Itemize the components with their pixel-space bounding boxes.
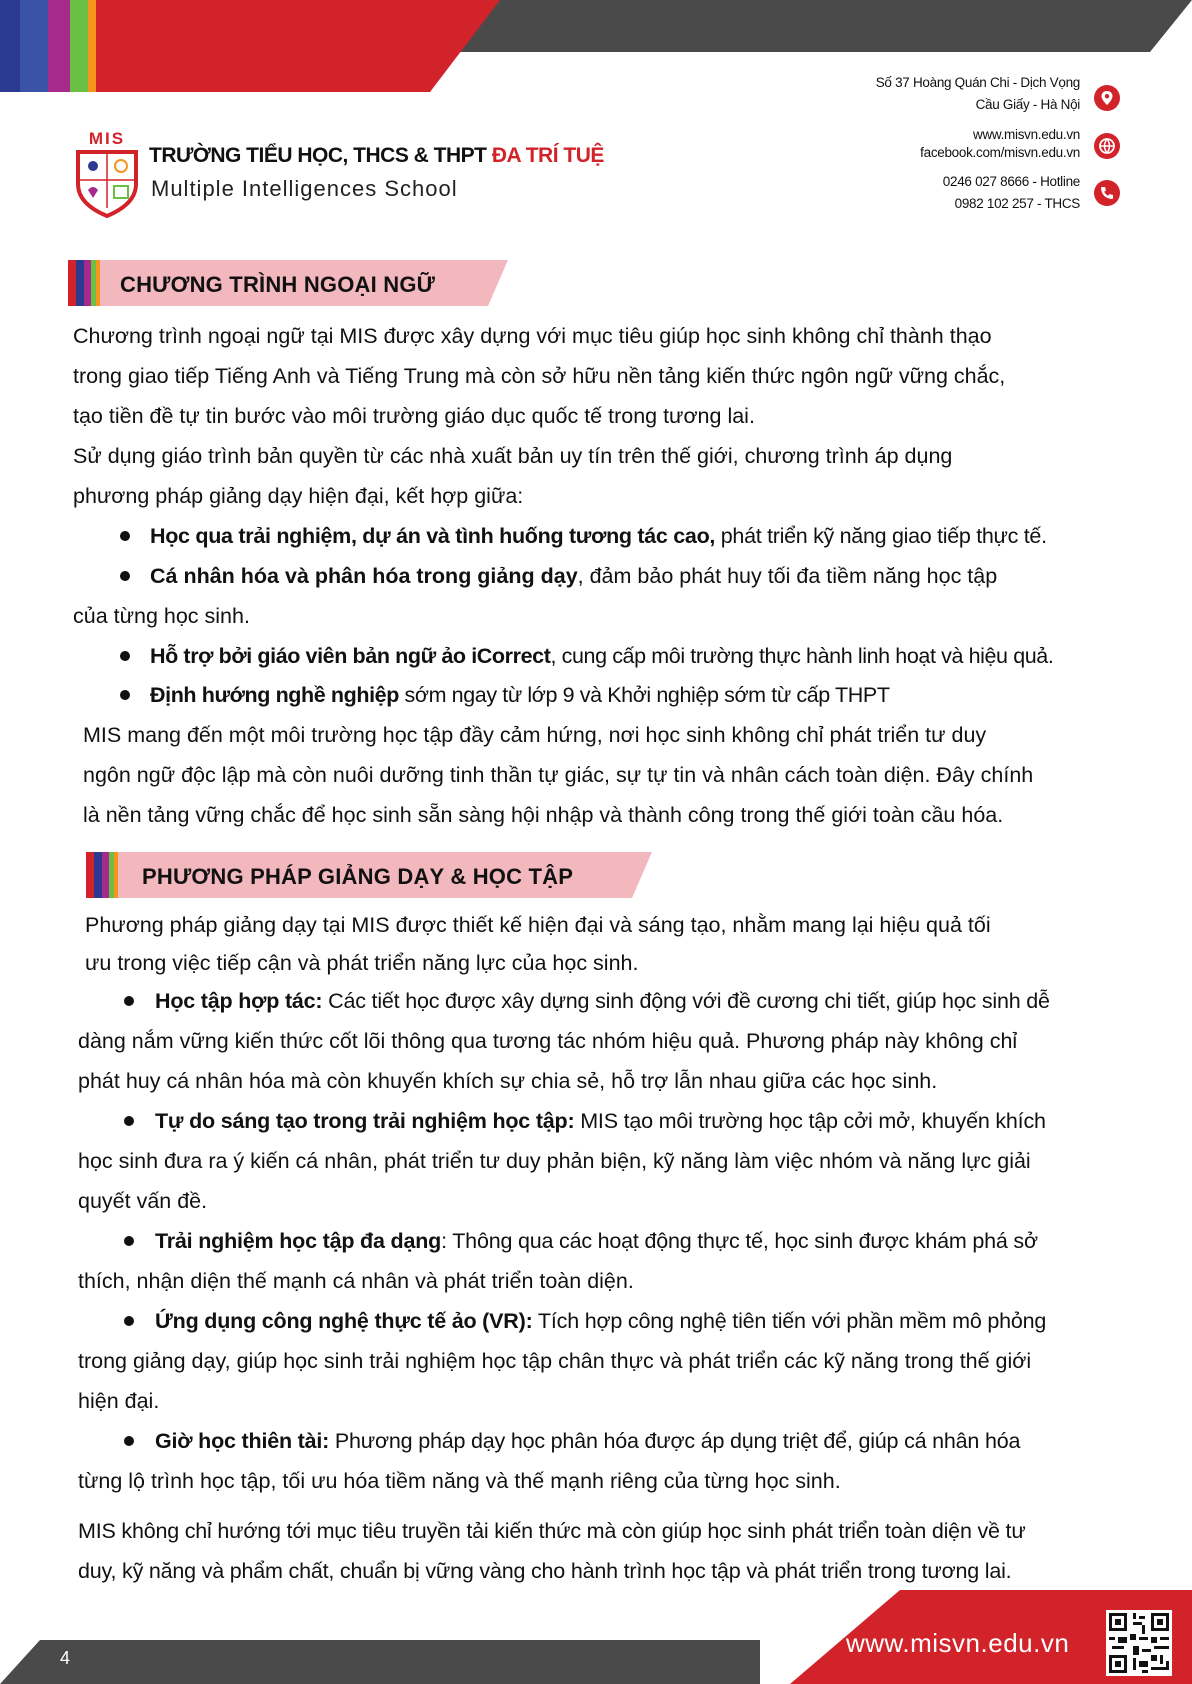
text-line: dàng nắm vững kiến thức cốt lõi thông qua tương tác nhóm hiệu quả. Phương pháp này không chỉ	[78, 1029, 1018, 1053]
text-line: Sử dụng giáo trình bản quyền từ các nhà xuất bản uy tín trên thế giới, chương trình áp dụng	[73, 444, 953, 468]
bullet-text: sớm ngay từ lớp 9 và Khởi nghiệp sớm từ cấp THPT	[398, 683, 890, 707]
bullet-lead: Ứng dụng công nghệ thực tế ảo (VR):	[155, 1309, 533, 1333]
bullet-item	[150, 675, 1130, 715]
school-name-highlight: ĐA TRÍ TUỆ	[491, 144, 604, 167]
school-name-vi	[149, 144, 604, 168]
facebook-link[interactable]: facebook.com/misvn.edu.vn	[920, 145, 1080, 160]
svg-text:MIS: MIS	[88, 129, 126, 148]
page-number: 4	[60, 1648, 71, 1668]
bullet-dot	[120, 651, 130, 661]
bullet-item	[78, 981, 1121, 1021]
web-block	[920, 126, 1080, 162]
bullet-text: Tích hợp công nghệ tiên tiến với phần mềm mô phỏng	[532, 1309, 1047, 1333]
bullet-continuation	[78, 1021, 1121, 1101]
bullet-text: , đảm bảo phát huy tối đa tiềm năng học tập	[577, 564, 998, 588]
text-line: là nền tảng vững chắc để học sinh sẵn sàng hội nhập và thành công trong thế giới toàn cầu hóa.	[83, 803, 1004, 827]
teaching-method-intro	[85, 906, 1128, 982]
text-line: MIS mang đến một môi trường học tập đầy cảm hứng, nơi học sinh không chỉ phát triển tư duy	[83, 723, 987, 747]
bullet-item	[78, 1221, 1121, 1261]
text-line: trong giao tiếp Tiếng Anh và Tiếng Trung mà còn sở hữu nền tảng kiến thức ngôn ngữ vững chắc,	[73, 364, 1006, 388]
bullet-lead: Hỗ trợ bởi giáo viên bản ngữ ảo iCorrect	[150, 644, 551, 668]
text-line: Chương trình ngoại ngữ tại MIS được xây dựng với mục tiêu giúp học sinh không chỉ thành thạo	[73, 324, 992, 348]
globe-icon	[1094, 133, 1120, 159]
bullet-text: Các tiết học được xây dựng sinh động với đề cương chi tiết, giúp học sinh dễ	[322, 989, 1050, 1013]
bullet-item	[78, 1421, 1121, 1461]
bullet-lead: Trải nghiệm học tập đa dạng	[155, 1229, 442, 1253]
bullet-continuation	[78, 1141, 1121, 1221]
bullet-text: Phương pháp dạy học phân hóa được áp dụng triệt để, giúp cá nhân hóa	[329, 1429, 1021, 1453]
school-name-en: Multiple Intelligences School	[151, 176, 458, 201]
foreign-language-intro	[73, 316, 1117, 516]
phone-block	[943, 171, 1080, 215]
bullet-item	[150, 636, 1130, 676]
bullet-lead: Cá nhân hóa và phân hóa trong giảng dạy	[150, 564, 578, 588]
bullet-lead: Học tập hợp tác:	[155, 989, 323, 1013]
bullet-text: phát triển kỹ năng giao tiếp thực tế.	[715, 524, 1047, 548]
bullet-lead: Tự do sáng tạo trong trải nghiệm học tập:	[155, 1109, 575, 1133]
bullet-item	[150, 556, 1117, 596]
section-title: CHƯƠNG TRÌNH NGOẠI NGỮ	[120, 272, 436, 297]
section-title: PHƯƠNG PHÁP GIẢNG DẠY & HỌC TẬP	[142, 864, 574, 889]
text-line: MIS không chỉ hướng tới mục tiêu truyền tải kiến thức mà còn giúp học sinh phát triển toàn diện về tư	[78, 1519, 1026, 1543]
bullet-item	[150, 516, 1130, 556]
section-header-teaching-method	[86, 852, 652, 898]
section-header-foreign-language	[68, 260, 508, 306]
footer-website-link[interactable]: www.misvn.edu.vn	[846, 1628, 1070, 1658]
text-line: học sinh đưa ra ý kiến cá nhân, phát triển tư duy phản biện, kỹ năng làm việc nhóm và năng lực giải	[78, 1149, 1031, 1173]
school-logo	[74, 128, 140, 218]
bullet-text: MIS tạo môi trường học tập cởi mở, khuyến khích	[574, 1109, 1046, 1133]
website-link[interactable]: www.misvn.edu.vn	[973, 127, 1080, 142]
bullet-lead: Định hướng nghề nghiệp	[150, 683, 399, 707]
bullet-item	[78, 1301, 1121, 1341]
address-line-2: Cầu Giấy - Hà Nội	[975, 97, 1080, 112]
bullet-continuation: của từng học sinh.	[73, 604, 250, 628]
bullet-text: : Thông qua các hoạt động thực tế, học sinh được khám phá sở	[441, 1229, 1038, 1253]
address-line-1: Số 37 Hoàng Quán Chi - Dịch Vọng	[875, 75, 1080, 90]
address-block	[876, 72, 1080, 116]
text-line: ngôn ngữ độc lập mà còn nuôi dưỡng tinh thần tự giác, sự tự tin và nhân cách toàn diện. Đây chính	[83, 763, 1034, 787]
location-pin-icon	[1094, 85, 1120, 111]
teaching-method-closing	[78, 1511, 1121, 1591]
text-line: từng lộ trình học tập, tối ưu hóa tiềm năng và thế mạnh riêng của từng học sinh.	[78, 1469, 841, 1493]
bullet-lead: Giờ học thiên tài:	[155, 1429, 330, 1453]
text-line: hiện đại.	[78, 1389, 160, 1413]
text-line: thích, nhận diện thế mạnh cá nhân và phát triển toàn diện.	[78, 1269, 634, 1293]
qr-code-icon[interactable]	[1106, 1610, 1172, 1676]
text-line: phương pháp giảng dạy hiện đại, kết hợp giữa:	[73, 484, 524, 508]
bullet-continuation	[78, 1461, 1121, 1501]
hotline-number[interactable]: 0246 027 8666 - Hotline	[942, 174, 1080, 189]
school-name-prefix: TRƯỜNG TIỂU HỌC, THCS & THPT	[149, 144, 492, 167]
text-line: Phương pháp giảng dạy tại MIS được thiết kế hiện đại và sáng tạo, nhằm mang lại hiệu quả tối	[85, 913, 991, 937]
text-line: trong giảng dạy, giúp học sinh trải nghiệm học tập chân thực và phát triển các kỹ năng trong thế giới	[78, 1349, 1032, 1373]
bullet-lead: Học qua trải nghiệm, dự án và tình huống tương tác cao,	[150, 524, 716, 548]
bullet-dot	[120, 571, 130, 581]
text-line: quyết vấn đề.	[78, 1189, 208, 1213]
bullet-item	[78, 1101, 1121, 1141]
text-line: phát huy cá nhân hóa mà còn khuyến khích sự chia sẻ, hỗ trợ lẫn nhau giữa các học sinh.	[78, 1069, 938, 1093]
bullet-dot	[120, 531, 130, 541]
thcs-phone-number[interactable]: 0982 102 257 - THCS	[954, 196, 1080, 211]
text-line: ưu trong việc tiếp cận và phát triển năng lực của học sinh.	[85, 951, 639, 975]
bullet-text: , cung cấp môi trường thực hành linh hoạt và hiệu quả.	[550, 644, 1054, 668]
text-line: tạo tiền đề tự tin bước vào môi trường giáo dục quốc tế trong tương lai.	[73, 404, 755, 428]
bullet-dot	[120, 690, 130, 700]
text-line: duy, kỹ năng và phẩm chất, chuẩn bị vững vàng cho hành trình học tập và phát triển trong tương lai.	[78, 1559, 1012, 1583]
foreign-language-closing	[83, 715, 1128, 835]
bullet-continuation	[78, 1341, 1121, 1421]
bullet-continuation	[78, 1261, 1121, 1301]
phone-icon	[1094, 180, 1120, 206]
